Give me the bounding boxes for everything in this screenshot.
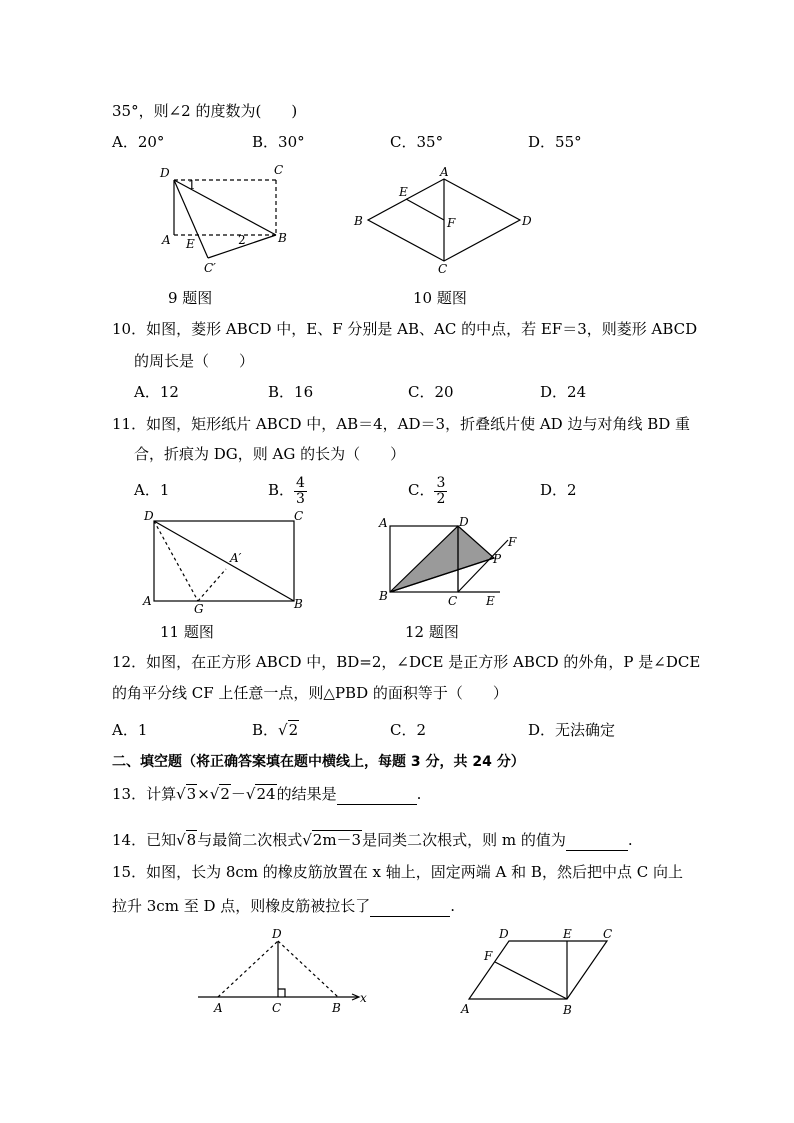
fig16-label-b: B <box>563 1003 572 1017</box>
fig12-label-b: B <box>379 589 388 603</box>
q10-stem-line2: 的周长是（ ） <box>134 352 255 370</box>
q10-option-b: B．16 <box>268 383 314 401</box>
fig15-label-a: A <box>214 1001 223 1015</box>
fig11-label-c: C <box>294 509 304 523</box>
q12-option-b-radical: √2 <box>278 721 299 739</box>
q11-option-d: D．2 <box>540 481 577 499</box>
fig9-label-e: E <box>186 237 195 251</box>
q13-radicand-1: 3 <box>186 785 197 803</box>
q12-option-b-radicand: 2 <box>288 721 299 739</box>
q12-option-a: A．1 <box>112 721 148 739</box>
q14-answer-blank[interactable] <box>566 830 628 851</box>
q10-figure-caption: 10 题图 <box>413 289 467 307</box>
fig15-label-b: B <box>332 1001 341 1015</box>
fig12-label-c: C <box>448 594 458 608</box>
q15-stem-line1: 15．如图，长为 8cm 的橡皮筋放置在 x 轴上，固定两端 A 和 B，然后把中点 C 向上 <box>112 863 683 881</box>
fig11-label-b: B <box>294 597 303 611</box>
fig15-label-c: C <box>272 1001 282 1015</box>
fig10-label-c: C <box>438 262 448 276</box>
q15-end: . <box>450 897 456 915</box>
q9-stem-end: 35°，则∠2 的度数为( ) <box>112 102 298 120</box>
q11-option-b-letter: B． <box>268 481 295 499</box>
q12-figure-caption: 12 题图 <box>405 623 459 641</box>
fig10-label-e: E <box>399 185 408 199</box>
q13-prefix: 13．计算 <box>112 785 177 803</box>
q11-figure-caption: 11 题图 <box>160 623 214 641</box>
fig12-label-a: A <box>379 516 388 530</box>
figure-15 <box>192 925 372 1017</box>
q14-prefix: 14．已知 <box>112 831 177 849</box>
q11-option-b-numerator: 4 <box>296 474 305 491</box>
q13-suffix: 的结果是 <box>276 785 337 803</box>
fig16-label-e: E <box>563 927 572 941</box>
figure-10 <box>350 165 540 277</box>
q12-stem-line2: 的角平分线 CF 上任意一点，则△PBD 的面积等于（ ） <box>112 684 508 702</box>
fig10-label-b: B <box>354 214 363 228</box>
q15-stem-line2 <box>112 896 455 917</box>
fig9-label-c-prime: C′ <box>204 261 216 275</box>
q12-option-c: C．2 <box>390 721 427 739</box>
fig16-label-c: C <box>603 927 613 941</box>
fig9-angle-1: 1 <box>188 178 196 192</box>
q13-times: × <box>197 785 210 803</box>
fig16-label-d: D <box>499 927 509 941</box>
fig15-label-d: D <box>272 927 282 941</box>
q14-middle: 与最简二次根式 <box>197 831 303 849</box>
q14-suffix: 是同类二次根式，则 m 的值为 <box>362 831 566 849</box>
q14-radicand-1: 8 <box>186 831 197 849</box>
fig11-label-g: G <box>194 602 204 616</box>
q13-radicand-3: 24 <box>256 785 276 803</box>
q9-option-a: A．20° <box>112 133 165 151</box>
q11-option-c-fraction <box>434 476 447 507</box>
q12-option-b <box>252 720 299 740</box>
q11-stem-line1: 11．如图，矩形纸片 ABCD 中，AB＝4，AD＝3，折叠纸片使 AD 边与对角线 BD 重 <box>112 415 691 433</box>
q15-answer-blank[interactable] <box>370 896 450 917</box>
fig9-label-d: D <box>160 166 170 180</box>
q11-option-b-denominator: 3 <box>296 490 305 507</box>
fig16-label-f: F <box>484 949 493 963</box>
q12-option-d: D．无法确定 <box>528 721 616 739</box>
section-2-heading: 二、填空题（将正确答案填在题中横线上，每题 3 分，共 24 分） <box>112 754 525 770</box>
fig15-label-x: x <box>360 991 367 1005</box>
figure-12 <box>372 512 532 612</box>
q11-option-c-letter: C． <box>408 481 435 499</box>
figure-11 <box>140 508 310 616</box>
fig12-label-e: E <box>486 594 495 608</box>
q11-option-c-numerator: 3 <box>436 474 446 491</box>
q11-option-b-fraction <box>294 476 307 507</box>
q10-option-c: C．20 <box>408 383 454 401</box>
fig11-label-a-prime: A′ <box>230 551 242 565</box>
q9-figure-caption: 9 题图 <box>168 289 213 307</box>
q10-option-a: A．12 <box>134 383 179 401</box>
q13-radicand-2: 2 <box>220 785 230 803</box>
q13-stem: 13．计算√3×√2－√24的结果是 . <box>112 785 422 803</box>
q9-option-c: C．35° <box>390 133 444 151</box>
q10-stem-line1: 10．如图，菱形 ABCD 中，E、F 分别是 AB、AC 的中点，若 EF＝3，则菱形 ABCD <box>112 320 698 338</box>
figure-16 <box>455 925 625 1020</box>
q13-minus: － <box>230 785 246 803</box>
fig10-label-a: A <box>440 165 449 179</box>
figure-9 <box>150 160 300 280</box>
fig9-angle-2: 2 <box>238 233 246 247</box>
q14-stem: 14．已知√8与最简二次根式√2m－3是同类二次根式，则 m 的值为 . <box>112 831 633 849</box>
fig12-label-f: F <box>508 535 517 549</box>
fig10-label-d: D <box>522 214 532 228</box>
q9-option-d: D．55° <box>528 133 582 151</box>
fig11-label-d: D <box>144 509 154 523</box>
q11-option-b <box>268 472 307 508</box>
fig12-label-d: D <box>459 515 469 529</box>
fig9-label-a: A <box>162 233 171 247</box>
fig9-label-c: C <box>274 163 284 177</box>
q15-line2-text: 拉升 3cm 至 D 点，则橡皮筋被拉长了 <box>112 897 371 915</box>
q14-radicand-2: 2m－3 <box>312 831 362 849</box>
q10-option-d: D．24 <box>540 383 587 401</box>
q12-stem-line1: 12．如图，在正方形 ABCD 中，BD=2，∠DCE 是正方形 ABCD 的外角，P 是∠DCE <box>112 653 701 671</box>
fig9-label-b: B <box>278 231 287 245</box>
fig11-label-a: A <box>143 594 152 608</box>
q13-end: . <box>416 785 422 803</box>
fig12-label-p: P <box>493 552 502 566</box>
q11-option-c-denominator: 2 <box>436 490 446 507</box>
q12-option-b-letter: B． <box>252 721 279 739</box>
fig16-label-a: A <box>461 1002 470 1016</box>
q13-answer-blank[interactable] <box>337 784 417 805</box>
q14-end: . <box>627 831 633 849</box>
q11-option-a: A．1 <box>134 481 170 499</box>
fig10-label-f: F <box>447 216 456 230</box>
q9-option-b: B．30° <box>252 133 305 151</box>
q11-option-c <box>408 472 447 508</box>
q11-stem-line2: 合，折痕为 DG，则 AG 的长为（ ） <box>134 445 406 463</box>
